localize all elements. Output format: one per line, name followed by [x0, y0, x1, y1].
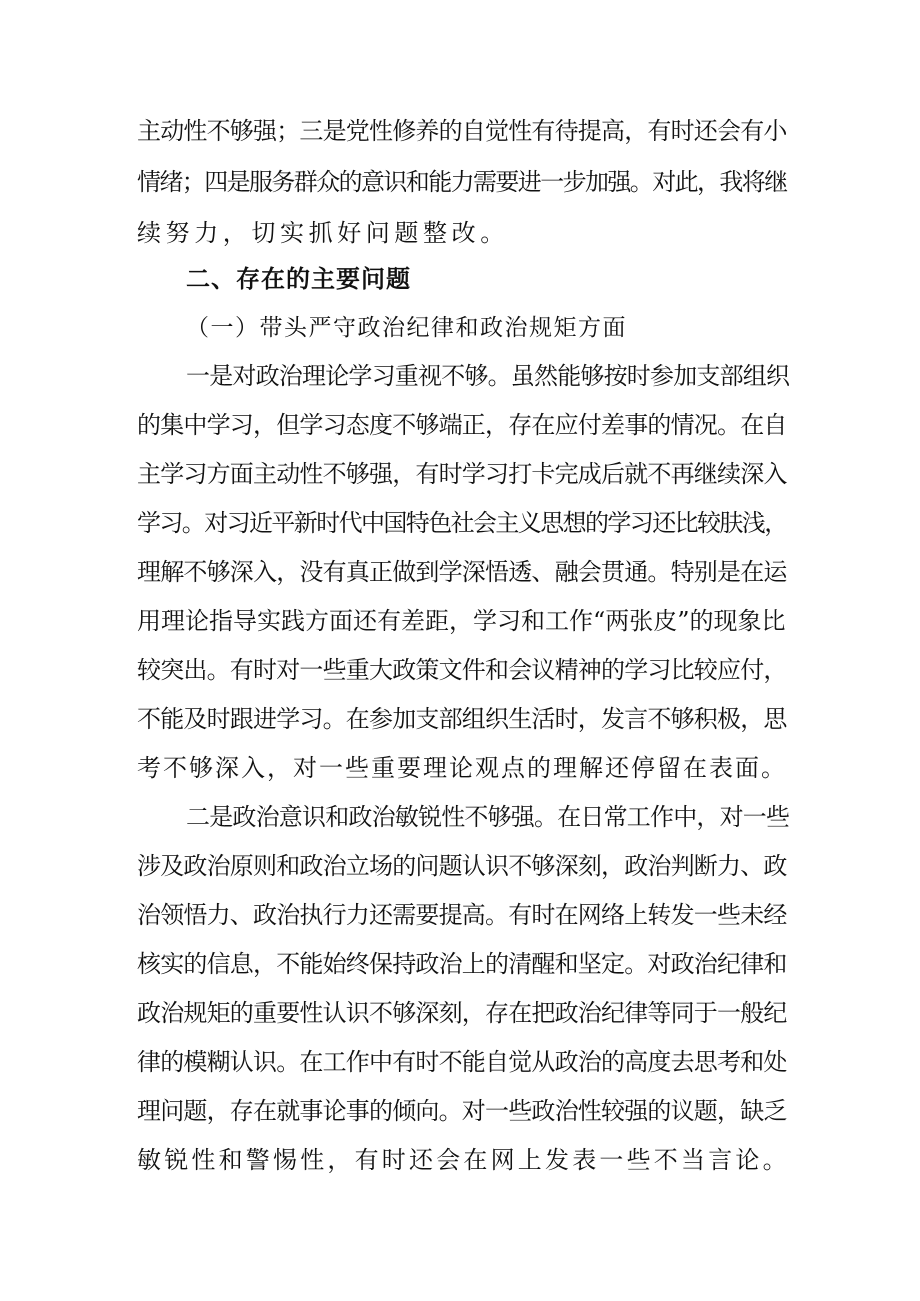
paragraph-one-line-9: 考不够深入，对一些重要理论观点的理解还停留在表面。	[137, 754, 787, 782]
paragraph-two-line-7: 理问题，存在就事论事的倾向。对一些政治性较强的议题，缺乏	[137, 1097, 787, 1125]
paragraph-two-line-6: 律的模糊认识。在工作中有时不能自觉从政治的高度去思考和处	[137, 1048, 787, 1076]
section-heading: 二、存在的主要问题	[186, 265, 411, 293]
intro-line-3: 续努力，切实抓好问题整改。	[137, 219, 509, 247]
paragraph-one-line-1: 一是对政治理论学习重视不够。虽然能够按时参加支部组织	[186, 362, 790, 390]
paragraph-one-line-6: 用理论指导实践方面还有差距，学习和工作“两张皮”的现象比	[137, 607, 786, 635]
paragraph-two-line-3: 治领悟力、政治执行力还需要提高。有时在网络上转发一些未经	[137, 901, 787, 929]
paragraph-one-line-2: 的集中学习，但学习态度不够端正，存在应付差事的情况。在自	[137, 411, 787, 439]
paragraph-two-line-2: 涉及政治原则和政治立场的问题认识不够深刻，政治判断力、政	[137, 852, 787, 880]
paragraph-two-line-1: 二是政治意识和政治敏锐性不够强。在日常工作中，对一些	[186, 803, 790, 831]
paragraph-two-line-5: 政治规矩的重要性认识不够深刻，存在把政治纪律等同于一般纪	[137, 999, 787, 1027]
intro-line-2: 情绪；四是服务群众的意识和能力需要进一步加强。对此，我将继	[137, 168, 787, 196]
paragraph-one-line-5: 理解不够深入，没有真正做到学深悟透、融会贯通。特别是在运	[137, 558, 787, 586]
paragraph-one-line-4: 学习。对习近平新时代中国特色社会主义思想的学习还比较肤浅，	[137, 509, 787, 537]
paragraph-one-line-7: 较突出。有时对一些重大政策文件和会议精神的学习比较应付，	[137, 656, 787, 684]
paragraph-two-line-8: 敏锐性和警惕性，有时还会在网上发表一些不当言论。	[137, 1146, 790, 1174]
intro-line-1: 主动性不够强；三是党性修养的自觉性有待提高，有时还会有小	[137, 117, 787, 145]
paragraph-one-line-3: 主学习方面主动性不够强，有时学习打卡完成后就不再继续深入	[137, 460, 787, 488]
subsection-heading: （一）带头严守政治纪律和政治规矩方面	[186, 315, 627, 341]
paragraph-two-line-4: 核实的信息，不能始终保持政治上的清醒和坚定。对政治纪律和	[137, 950, 787, 978]
paragraph-one-line-8: 不能及时跟进学习。在参加支部组织生活时，发言不够积极，思	[137, 705, 787, 733]
